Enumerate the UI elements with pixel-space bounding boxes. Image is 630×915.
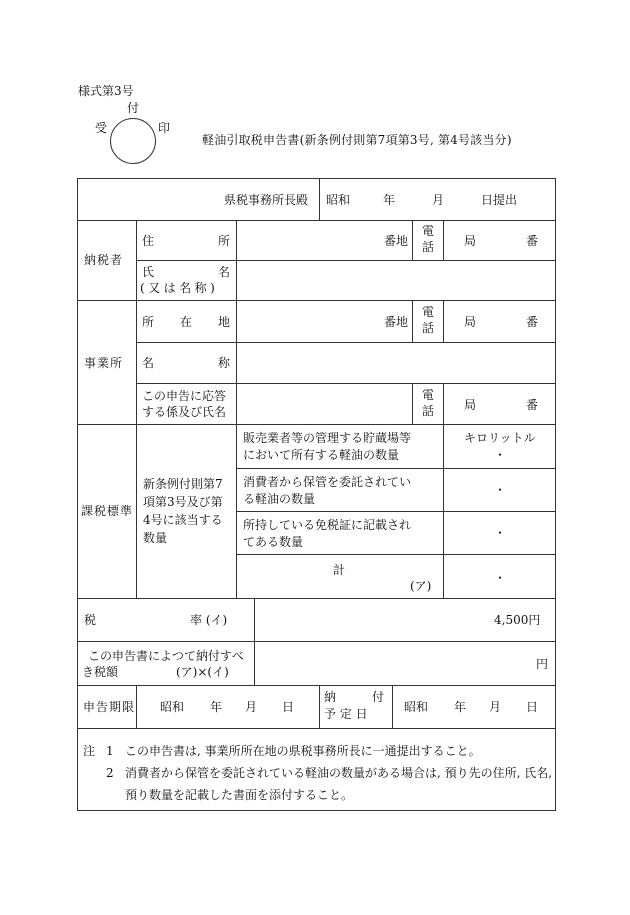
payable-label-line2b: (ア)×(イ) xyxy=(176,665,229,679)
office-contact-label-2: する係及び氏名 xyxy=(142,405,227,419)
office-name-label-b: 称 xyxy=(218,356,231,370)
tax-base-section-label: 課税標準 xyxy=(81,504,134,518)
deadline-month: 月 xyxy=(245,700,258,714)
submit-day: 日提出 xyxy=(481,193,518,207)
payment-date-label-b: 付 xyxy=(372,690,385,704)
deadline-label: 申告期限 xyxy=(83,700,136,714)
payment-date-year: 年 xyxy=(454,700,467,714)
office-location-label-1: 所 xyxy=(142,315,155,329)
submit-month: 月 xyxy=(432,193,445,207)
tax-base-row1-line2: において所有する軽油の数量 xyxy=(243,448,400,462)
taxpayer-banchi: 番地 xyxy=(384,234,409,248)
stamp-label-top: 付 xyxy=(127,101,140,115)
tax-base-row3-line1: 所持している免税証に記載され xyxy=(243,518,412,532)
tax-base-row2-line2: る軽油の数量 xyxy=(243,492,316,506)
rate-label-a: 税 xyxy=(84,613,97,627)
taxpayer-phone-label: 電 話 xyxy=(422,224,435,254)
taxpayer-phone-ban: 番 xyxy=(526,234,539,248)
office-location-label-2: 在 xyxy=(180,315,193,329)
taxpayer-name-label-b: 名 xyxy=(218,265,231,279)
note-2-text-1: 消費者から保管を委託されている軽油の数量がある場合は, 預り先の住所, 氏名, xyxy=(125,766,553,780)
note-1-number: 1 xyxy=(106,744,114,758)
taxpayer-address-label-b: 所 xyxy=(218,234,231,248)
tax-base-total-mark: (ア) xyxy=(410,579,432,593)
tax-base-desc-4: 数量 xyxy=(143,531,168,545)
office-banchi: 番地 xyxy=(384,315,409,329)
office-phone-label: 電 話 xyxy=(422,305,435,335)
taxpayer-name-label-a: 氏 xyxy=(142,265,155,279)
tax-base-row2-line1: 消費者から保管を委託されてい xyxy=(243,475,412,489)
tax-base-row3-dot: ・ xyxy=(494,526,507,540)
office-contact-label-1: この申告に応答 xyxy=(142,389,227,403)
tax-base-desc-3: 4号に該当する xyxy=(143,513,223,527)
office-contact-kyoku: 局 xyxy=(464,398,477,412)
tax-base-total-dot: ・ xyxy=(494,571,507,585)
tax-base-row3-line2: てある数量 xyxy=(243,535,304,549)
stamp-label-left: 受 xyxy=(95,121,108,135)
payment-date-label-a: 納 xyxy=(324,690,337,704)
tax-base-total-label: 計 xyxy=(333,563,346,577)
stamp-label-right: 印 xyxy=(158,121,171,135)
payment-date-era: 昭和 xyxy=(404,700,429,714)
deadline-year: 年 xyxy=(210,700,223,714)
addressee-office: 県税事務所長殿 xyxy=(224,193,309,207)
office-contact-ban: 番 xyxy=(526,398,539,412)
form-number: 様式第3号 xyxy=(78,84,134,98)
note-1-text: この申告書は, 事業所所在地の県税事務所長に一通提出すること。 xyxy=(125,744,481,758)
tax-base-row2-dot: ・ xyxy=(494,483,507,497)
note-2-text-2: 預り数量を記載した書面を添付すること。 xyxy=(125,788,354,802)
deadline-day: 日 xyxy=(282,700,295,714)
office-phone-ban: 番 xyxy=(526,315,539,329)
tax-base-row1-line1: 販売業者等の管理する貯蔵場等 xyxy=(243,431,412,445)
office-location-label-3: 地 xyxy=(218,315,231,329)
payment-date-day: 日 xyxy=(526,700,539,714)
office-phone-kyoku: 局 xyxy=(464,315,477,329)
office-contact-phone-label: 電 話 xyxy=(422,388,435,418)
payment-date-label-2: 予 定 日 xyxy=(324,707,368,721)
payable-label-line2a: き税額 xyxy=(82,665,119,679)
payable-label-line1: この申告書によつて納付すべ xyxy=(88,649,244,663)
taxpayer-address-label-a: 住 xyxy=(142,234,155,248)
taxpayer-phone-kyoku: 局 xyxy=(464,234,477,248)
rate-label-b: 率 (イ) xyxy=(190,613,228,627)
taxpayer-section-label: 納税者 xyxy=(84,253,124,267)
office-section-label: 事業所 xyxy=(84,356,124,370)
tax-base-desc-1: 新条例付則第7 xyxy=(143,477,223,491)
tax-base-row1-dot: ・ xyxy=(494,448,507,462)
payment-date-month: 月 xyxy=(489,700,502,714)
taxpayer-name-label-sub: (又は名称) xyxy=(140,281,219,295)
payable-unit: 円 xyxy=(536,657,549,671)
form-title: 軽油引取税申告書(新条例付則第7項第3号, 第4号該当分) xyxy=(202,133,512,147)
note-2-number: 2 xyxy=(106,766,114,780)
submit-era: 昭和 xyxy=(326,193,351,207)
deadline-era: 昭和 xyxy=(160,700,185,714)
submit-year: 年 xyxy=(383,193,396,207)
tax-base-row1-unit: キロリットル xyxy=(464,431,536,445)
rate-value: 4,500円 xyxy=(494,613,541,627)
notes-prefix: 注 xyxy=(83,744,96,758)
office-name-label-a: 名 xyxy=(142,356,155,370)
tax-base-desc-2: 項第3号及び第 xyxy=(143,495,223,509)
